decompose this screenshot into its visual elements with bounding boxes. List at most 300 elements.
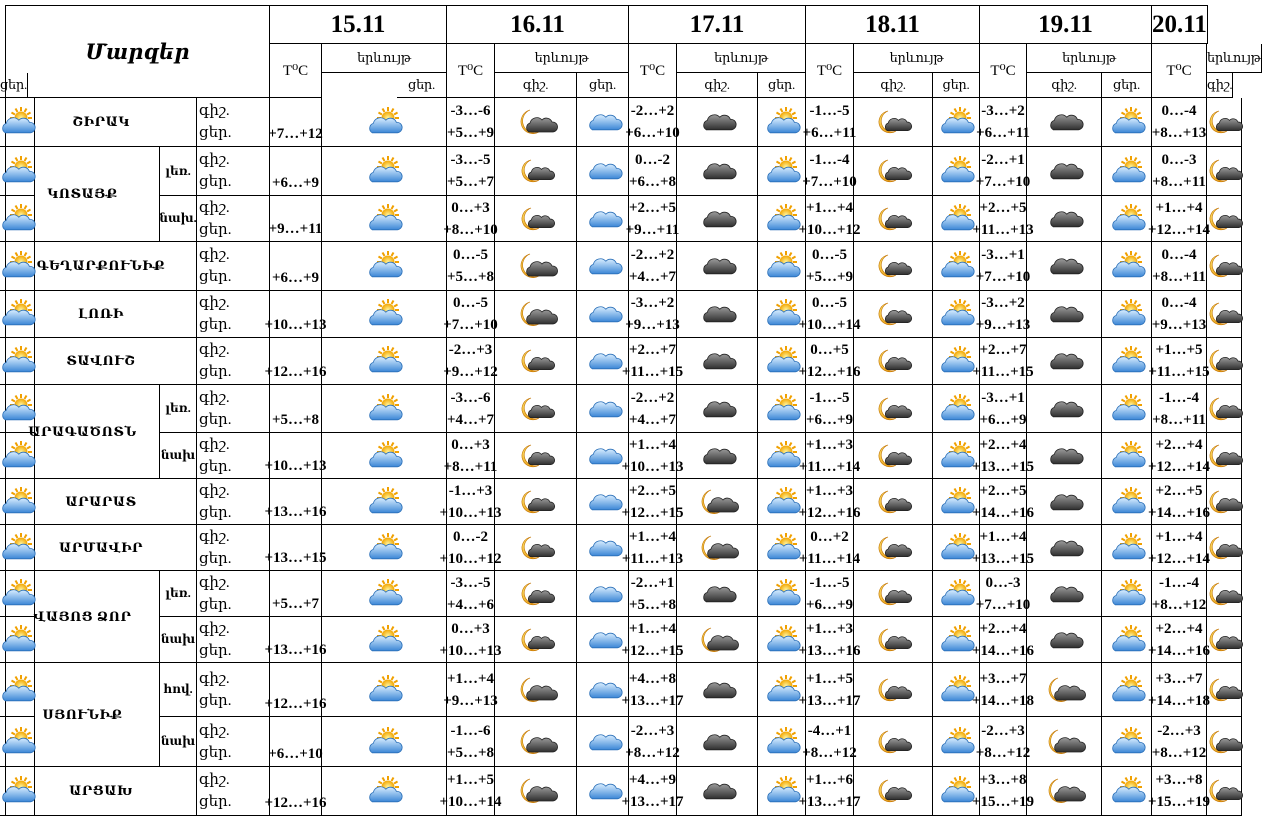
day-temperature: +13…+15 [264,550,327,566]
sun-cloud-icon [367,157,401,185]
night-weather-cell [1027,479,1102,525]
day-temperature: +8…+12 [1151,744,1207,761]
temperature-cell [443,291,498,338]
night-weather-cell [854,479,933,525]
region-name-text: ԱՐԱԳԱԾՈՏՆ [28,423,137,439]
sun-cloud-icon [367,534,401,562]
day-temperature: +14…+16 [1147,504,1211,521]
sun-cloud-icon [765,108,799,136]
sun-cloud-icon [1110,676,1144,704]
night-temperature: +2…+4 [1155,620,1203,637]
weather-icon-cell [322,663,447,717]
temperature-cell [1147,196,1211,242]
moon-cloud-icon [876,252,910,280]
day-temperature: +6…+11 [976,125,1030,141]
day-weather-cell [758,571,806,617]
sun-cloud-icon [765,626,799,654]
day-weather-cell [0,571,35,617]
temperature-cell [270,385,322,433]
night-temperature: 0…-2 [453,528,488,545]
temperature-cell [447,98,495,147]
temperature-cell [975,571,1031,617]
day-weather-cell [1102,196,1152,242]
day-night-labels [197,663,270,717]
temperature-cell [264,433,327,479]
sun-cloud-icon [0,395,34,423]
night-weather-cell [854,196,933,242]
moon-cloud-icon [519,626,553,654]
temperature-cell [798,525,861,571]
night-temperature: 0…+2 [810,528,849,545]
moon-cloud-icon [519,395,553,423]
region-name-text: ՍՅՈՒՆԻՔ [42,706,123,722]
moon-cloud-dark-icon [519,676,553,704]
day-temperature: +10…+13 [439,504,502,521]
night-temperature: +1…+4 [979,528,1027,545]
temperature-cell [802,147,857,196]
moon-cloud-icon [1207,534,1241,562]
temperature-cell [443,196,498,242]
date-label: 17.11 [689,10,745,38]
night-weather-cell [495,479,577,525]
night-label: գիշ. [199,722,230,739]
day-temperature: +6…+10 [625,125,680,141]
temperature-cell [621,767,684,816]
night-temperature: 0…-5 [453,295,488,311]
subregion-name [160,617,197,663]
moon-cloud-icon [1207,252,1241,280]
sun-cloud-icon [765,395,799,423]
night-weather-cell [495,242,577,291]
night-temperature: -3…+2 [981,295,1025,311]
day-temperature: +11…+13 [972,221,1034,238]
day-temperature: +8…+10 [443,221,498,238]
cloud-dark-icon [1047,580,1081,608]
subregion-name-text: լեռ. [165,163,191,178]
cloud-blue-icon [586,728,620,756]
temperature-cell [264,767,327,816]
cloud-blue-icon [586,347,620,375]
day-temperature: +11…+15 [621,364,684,380]
night-temperature: +3…+7 [1155,670,1203,687]
day-temperature: +11…+13 [621,550,684,567]
sun-cloud-icon [939,108,973,136]
day-temperature: +12…+14 [1147,221,1211,238]
sun-cloud-icon [0,534,34,562]
temperature-cell [802,98,857,147]
cloud-blue-icon [586,442,620,470]
day-weather-cell [758,98,806,147]
day-weather-cell [0,717,35,767]
night-temperature: -1…-4 [1159,574,1199,591]
cloud-blue-icon [586,488,620,516]
day-weather-cell [0,338,35,385]
subregion-name [160,196,197,242]
night-temperature: +2…+5 [628,199,677,216]
weather-header-label: երևույթ [714,50,768,65]
day-label: ցեր. [199,269,232,285]
day-label: ցեր. [199,458,232,475]
day-temperature: +13…+16 [264,642,327,658]
night-weather-cell [854,98,933,147]
temperature-cell [621,338,684,385]
day-temperature: +5…+7 [446,174,495,190]
night-weather-cell [1207,147,1242,196]
temperature-cell [264,617,327,663]
night-temperature: +1…+3 [805,482,854,499]
day-weather-cell [1102,385,1152,433]
day-temperature: +7…+10 [975,596,1031,613]
sun-cloud-icon [0,252,34,280]
day-temperature: +13…+15 [971,550,1035,567]
sun-cloud-icon [367,108,401,136]
night-weather-cell [1027,385,1102,433]
cloud-dark-icon [700,395,734,423]
day-temperature: +11…+15 [1148,364,1210,380]
weather-header [854,44,980,73]
day-temperature: +4…+6 [446,596,495,613]
night-temperature: +2…+5 [979,199,1027,216]
day-night-labels [197,717,270,767]
day-temperature: +4…+7 [446,411,495,428]
date-header [447,5,629,44]
temperature-cell [270,571,322,617]
temp-header [806,44,854,98]
sun-cloud-icon [765,488,799,516]
temperature-cell [1147,433,1211,479]
day-label: ցեր. [199,221,232,238]
region-name-text: ԱՐՑԱԽ [69,783,133,798]
moon-cloud-dark-icon [1047,676,1081,704]
temperature-cell [1147,525,1211,571]
sun-cloud-icon [765,442,799,470]
night-weather-cell [677,385,758,433]
cloud-dark-icon [1047,157,1081,185]
weather-icon-cell [322,291,447,338]
day-weather-cell [577,385,629,433]
date-label: 18.11 [865,10,920,38]
moon-cloud-icon [519,534,553,562]
day-weather-cell [1102,242,1152,291]
cloud-dark-icon [1047,347,1081,375]
day-weather-cell [0,617,35,663]
night-label: գիշ. [199,295,230,311]
night-temperature: +1…+6 [805,772,854,788]
day-weather-cell [1102,571,1152,617]
night-temperature: +1…+5 [446,772,495,788]
sun-cloud-icon [0,442,34,470]
date-label: 15.11 [330,10,386,38]
temperature-cell [972,196,1034,242]
region-name-text: ԳԵՂԱՐՔՈՒՆԻՔ [36,258,166,273]
header-title-text: Մարզեր [85,39,190,64]
temperature-cell [975,717,1031,767]
temperature-cell [270,242,322,291]
night-temperature: +1…+4 [628,620,677,637]
day-temperature: +10…+12 [798,221,861,238]
night-temperature: +2…+4 [979,620,1027,637]
day-temperature: +10…+13 [264,317,327,333]
day-weather-cell [1102,338,1152,385]
night-header-label: գիշ. [1207,77,1233,92]
night-temperature: +1…+4 [628,436,677,453]
night-weather-cell [495,525,577,571]
night-temperature: -3…+1 [981,247,1025,263]
day-night-labels [197,433,270,479]
cloud-dark-icon [700,442,734,470]
moon-cloud-dark-icon [519,728,553,756]
night-temperature: +3…+7 [979,670,1027,687]
night-temperature: -2…+1 [981,152,1025,168]
day-header-label: ցեր. [1113,77,1140,92]
temperature-cell [264,291,327,338]
moon-cloud-icon [519,442,553,470]
moon-cloud-icon [519,205,553,233]
day-temperature: +13…+15 [971,458,1035,475]
night-temperature: +1…+4 [628,528,677,545]
moon-cloud-icon [876,108,910,136]
night-temperature: +2…+4 [1155,436,1203,453]
temperature-cell [625,291,680,338]
night-label: գիշ. [199,574,230,591]
temperature-cell [1152,147,1207,196]
night-temperature: -1…-5 [809,103,850,119]
temperature-cell [1152,717,1207,767]
sun-cloud-icon [367,777,401,805]
day-header-label: ցեր. [942,77,970,92]
sun-cloud-icon [1110,580,1144,608]
temperature-cell [629,242,677,291]
temp-header-label: T⁰C [282,63,309,79]
sun-cloud-icon [1110,205,1144,233]
night-header-label: գիշ. [522,77,549,92]
temperature-cell [1152,385,1207,433]
day-temperature: +14…+18 [971,692,1035,709]
subregion-name [160,385,197,433]
day-weather-cell [1102,98,1152,147]
moon-cloud-icon [1207,108,1241,136]
day-temperature: +7…+10 [975,269,1031,285]
night-weather-cell [1027,525,1102,571]
moon-cloud-dark-icon [519,108,553,136]
day-temperature: +9…+13 [975,317,1031,333]
day-weather-cell [1102,147,1152,196]
night-temperature: -3…-5 [450,574,491,591]
weather-icon-cell [322,479,447,525]
night-temperature: 0…+5 [810,342,849,358]
day-weather-cell [933,147,980,196]
night-temperature: 0…-5 [812,247,847,263]
temperature-cell [447,147,495,196]
day-night-labels [197,479,270,525]
day-temperature: +10…+12 [439,550,502,567]
temperature-cell [1147,617,1211,663]
sun-cloud-icon [0,488,34,516]
day-temperature: +14…+16 [971,642,1035,659]
night-weather-cell [1027,196,1102,242]
moon-cloud-icon [1207,205,1241,233]
night-header-label: գիշ. [880,77,906,92]
day-weather-cell [577,242,629,291]
night-temperature: 0…+3 [451,620,490,637]
moon-cloud-dark-icon [1047,728,1081,756]
night-weather-cell [1207,525,1242,571]
subregion-name-text: հով. [163,682,193,696]
day-weather-cell [1102,663,1152,717]
region-name-text: ԱՐԱՐԱՏ [65,493,137,509]
day-weather-cell [0,479,35,525]
night-label: գիշ. [199,436,230,453]
moon-cloud-icon [1207,157,1241,185]
night-header [854,73,933,98]
sun-cloud-icon [0,777,34,805]
day-temperature: +11…+14 [798,458,861,475]
day-temperature: +12…+16 [264,696,327,712]
day-night-labels [197,767,270,816]
temperature-cell [264,525,327,571]
day-header [1102,73,1152,98]
night-label: գիշ. [199,528,230,545]
day-weather-cell [0,98,35,147]
day-temperature: +6…+9 [271,175,320,191]
sun-cloud-icon [0,676,34,704]
day-weather-cell [0,433,35,479]
temperature-cell [1152,98,1207,147]
night-weather-cell [495,663,577,717]
temperature-cell [621,479,684,525]
sun-cloud-icon [0,300,34,328]
temperature-cell [798,338,861,385]
night-header [1207,73,1233,98]
temperature-cell [798,663,861,717]
night-weather-cell [677,571,758,617]
weather-icon-cell [322,433,447,479]
temperature-cell [976,98,1030,147]
day-label: ցեր. [199,642,232,659]
temperature-cell [1152,291,1207,338]
day-temperature: +4…+7 [628,269,677,285]
temp-header-label: T⁰C [1166,63,1192,79]
day-temperature: +10…+13 [264,458,327,474]
night-weather-cell [1027,663,1102,717]
temperature-cell [798,479,861,525]
night-weather-cell [495,98,577,147]
sun-cloud-icon [1110,300,1144,328]
moon-cloud-icon [1207,300,1241,328]
night-weather-cell [854,525,933,571]
day-temperature: +13…+17 [621,692,684,709]
moon-cloud-icon [876,580,910,608]
sun-cloud-icon [939,442,973,470]
moon-cloud-icon [1207,626,1241,654]
subregion-name [160,663,197,717]
moon-cloud-icon [876,488,910,516]
temperature-cell [975,242,1031,291]
night-weather-cell [495,338,577,385]
day-label: ցեր. [199,692,232,709]
cloud-blue-icon [586,300,620,328]
moon-cloud-icon [1207,728,1241,756]
region-name-text: ՎԱՅՈՑ ՁՈՐ [33,608,132,624]
day-weather-cell [933,385,980,433]
day-weather-cell [0,291,35,338]
sun-cloud-icon [1110,728,1144,756]
night-weather-cell [495,717,577,767]
day-label: ցեր. [199,411,232,428]
sun-cloud-icon [367,252,401,280]
day-temperature: +6…+11 [802,125,857,141]
day-weather-cell [1102,291,1152,338]
cloud-dark-icon [700,580,734,608]
night-temperature: -2…+2 [630,247,675,263]
weather-icon-cell [322,617,447,663]
temperature-cell [447,242,495,291]
temperature-cell [971,663,1035,717]
moon-cloud-dark-icon [1047,777,1081,805]
cloud-dark-icon [1047,108,1081,136]
date-header [1152,5,1208,44]
day-weather-cell [0,385,35,433]
sun-cloud-icon [765,777,799,805]
night-weather-cell [1207,196,1242,242]
night-header-label: գիշ. [1051,77,1077,92]
day-weather-cell [577,571,629,617]
day-temperature: +9…+11 [625,221,680,238]
moon-cloud-icon [519,488,553,516]
sun-cloud-icon [939,728,973,756]
day-weather-cell [758,147,806,196]
day-temperature: +12…+16 [798,364,861,380]
night-label: գիշ. [199,389,230,406]
day-night-labels [197,525,270,571]
night-temperature: +3…+8 [979,772,1027,788]
night-header [1027,73,1102,98]
temperature-cell [1152,571,1207,617]
cloud-dark-icon [700,252,734,280]
night-weather-cell [495,617,577,663]
sun-cloud-icon [1110,626,1144,654]
sun-cloud-icon [367,676,401,704]
day-temperature: +13…+17 [798,794,861,810]
day-temperature: +14…+18 [1147,692,1211,709]
night-weather-cell [1027,98,1102,147]
sun-cloud-icon [1110,777,1144,805]
day-header-label: ցեր. [589,77,616,92]
temperature-cell [270,196,322,242]
sun-cloud-icon [0,157,34,185]
sun-cloud-icon [939,395,973,423]
cloud-dark-icon [700,205,734,233]
sun-cloud-icon [765,728,799,756]
subregion-name-text: նախ [160,734,196,748]
date-label: 19.11 [1038,10,1093,38]
cloud-dark-icon [1047,488,1081,516]
moon-cloud-dark-icon [519,252,553,280]
moon-cloud-icon [519,580,553,608]
night-weather-cell [1027,291,1102,338]
temp-header-label: T⁰C [457,63,484,79]
sun-cloud-icon [1110,252,1144,280]
weather-header [677,44,806,73]
temperature-cell [447,717,495,767]
night-weather-cell [854,571,933,617]
day-label: ցեր. [199,744,232,761]
sun-cloud-icon [939,626,973,654]
cloud-blue-icon [586,580,620,608]
temperature-cell [798,196,861,242]
sun-cloud-icon [939,534,973,562]
date-label: 16.11 [510,10,565,38]
